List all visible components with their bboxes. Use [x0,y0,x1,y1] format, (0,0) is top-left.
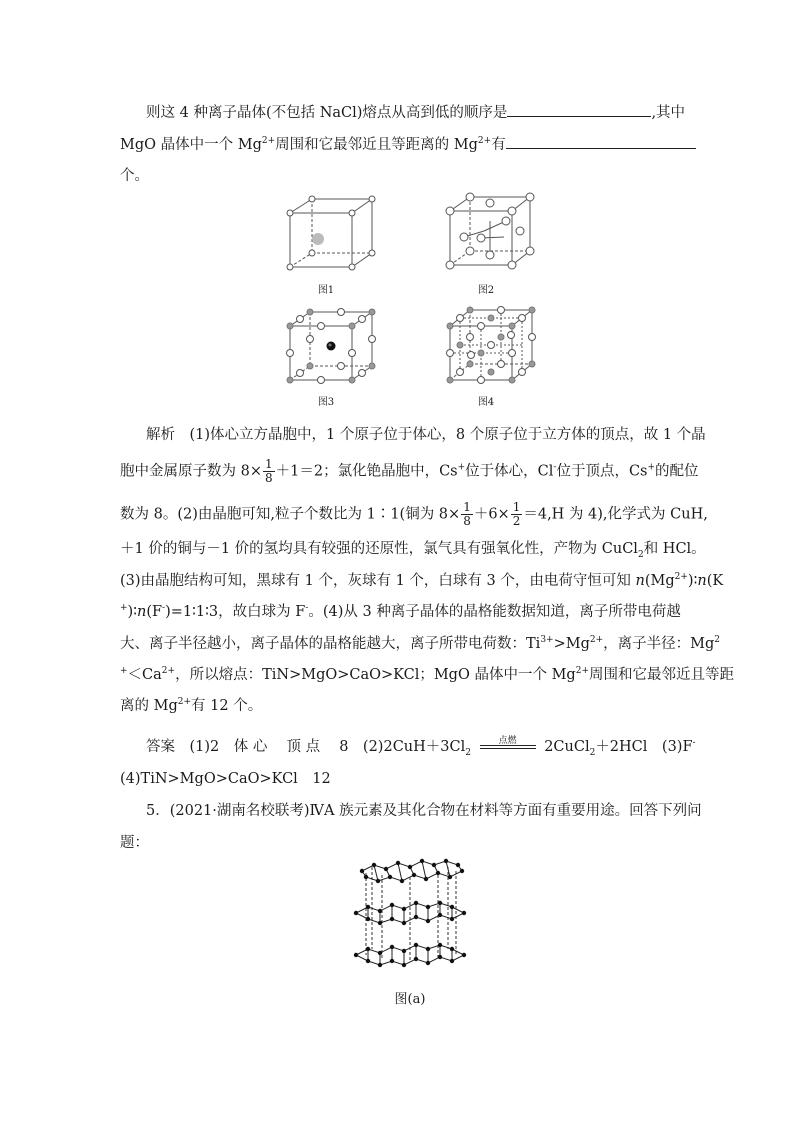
figure-3-caption: 图3 [317,397,335,408]
analysis-line-8: $^+<Ca^{2+}$，所以熔点：TiN>MgO>CaO>KCl；MgO 晶体中一个 $Mg^{2+}$周围和它最邻近且等距 [120,666,734,683]
analysis-line-3: 数为 8。(2)由晶胞可知,粒子个数比为 1∶1(铜为 8× $\frac{1}{8}$ ＋6× $\frac{1}{2}$ ＝4,H 为 4),化学式为 CuH, [120,500,708,528]
analysis-line-4: ＋1 价的铜与－1 价的氢均具有较强的还原性，氯气具有强氧化性，产物为 CuCl$_2$和 HCl。 [120,541,706,560]
figure-a-caption: 图(a) [394,992,426,1007]
question-5-line-1: 5．(2021·湖南名校联考)ⅣA 族元素及其化合物在材料等方面有重要用途。回答下列问 [146,803,702,819]
fraction-1-2: $\frac{1}{2}$ [512,500,521,528]
figure-2-caption: 图2 [477,285,495,296]
question-5-line-2: 题： [120,835,149,851]
question-line-3: 个。 [120,168,149,184]
analysis-line-5: (3)由晶胞结构可知，黑球有 1 个，灰球有 1 个，白球有 3 个，由电荷守恒可知 $n(Mg^{2+})∶n(K$ [120,572,724,589]
figure-1-caption: 图1 [317,285,335,296]
figure-1-diagram [286,195,376,275]
analysis-line-2: 胞中金属原子数为 8× $\frac{1}{8}$ ＋1＝2；氯化铯晶胞中，Cs+位于体心，Cl-位于顶点，Cs+的配位 [120,457,699,485]
fraction-1-8: $\frac{1}{8}$ [264,457,273,485]
figure-3-diagram [284,308,376,388]
figure-4-diagram [444,306,536,388]
figure-4-caption: 图4 [477,397,495,408]
answer-blank-2 [506,134,696,149]
analysis-line-9: 离的 $Mg^{2+}$有 12 个。 [120,697,263,714]
question-line-2: MgO 晶体中一个 $Mg^{2+}$周围和它最邻近且等距离的 $Mg^{2+}$有 [120,134,696,155]
answer-label: 答案 [146,739,175,755]
answer-blank-1 [507,102,651,117]
fraction-1-8: $\frac{1}{8}$ [463,500,471,528]
figure-2-diagram [444,193,534,273]
analysis-line-6: +)∶n(F-)=1∶1∶3，故白球为 F-。(4)从 3 种离子晶体的晶格能数据知道，离子所带电荷越 [120,603,681,620]
graphite-layers-diagram [352,855,470,980]
analysis-label: 解析 [146,427,175,443]
equals-bar [480,745,536,749]
reaction-arrow [480,736,536,754]
graphite-layer-top [360,859,464,883]
question-line-1: 则这 4 种离子晶体(不包括 NaCl)熔点从高到低的顺序是 ,其中 [146,102,685,123]
answer-line-1: 答案 (1)2 体 心 顶 点 8 $(2)2CuH+3Cl_2$ 点燃 2CuCl$_2$＋2HCl (3)F- [146,737,696,757]
analysis-line-1: 解析 (1)体心立方晶胞中，1 个原子位于体心，8 个原子位于立方体的顶点，故 1 个晶 [146,427,706,443]
analysis-line-7: 大、离子半径越小，离子晶体的晶格能越大，离子所带电荷数：$Ti^{3+}>Mg^{2+}$，离子半径：Mg$^2$ [120,635,721,652]
answer-line-2: (4)TiN>MgO>CaO>KCl 12 [120,771,331,787]
reaction-condition: 点燃 [498,736,517,746]
